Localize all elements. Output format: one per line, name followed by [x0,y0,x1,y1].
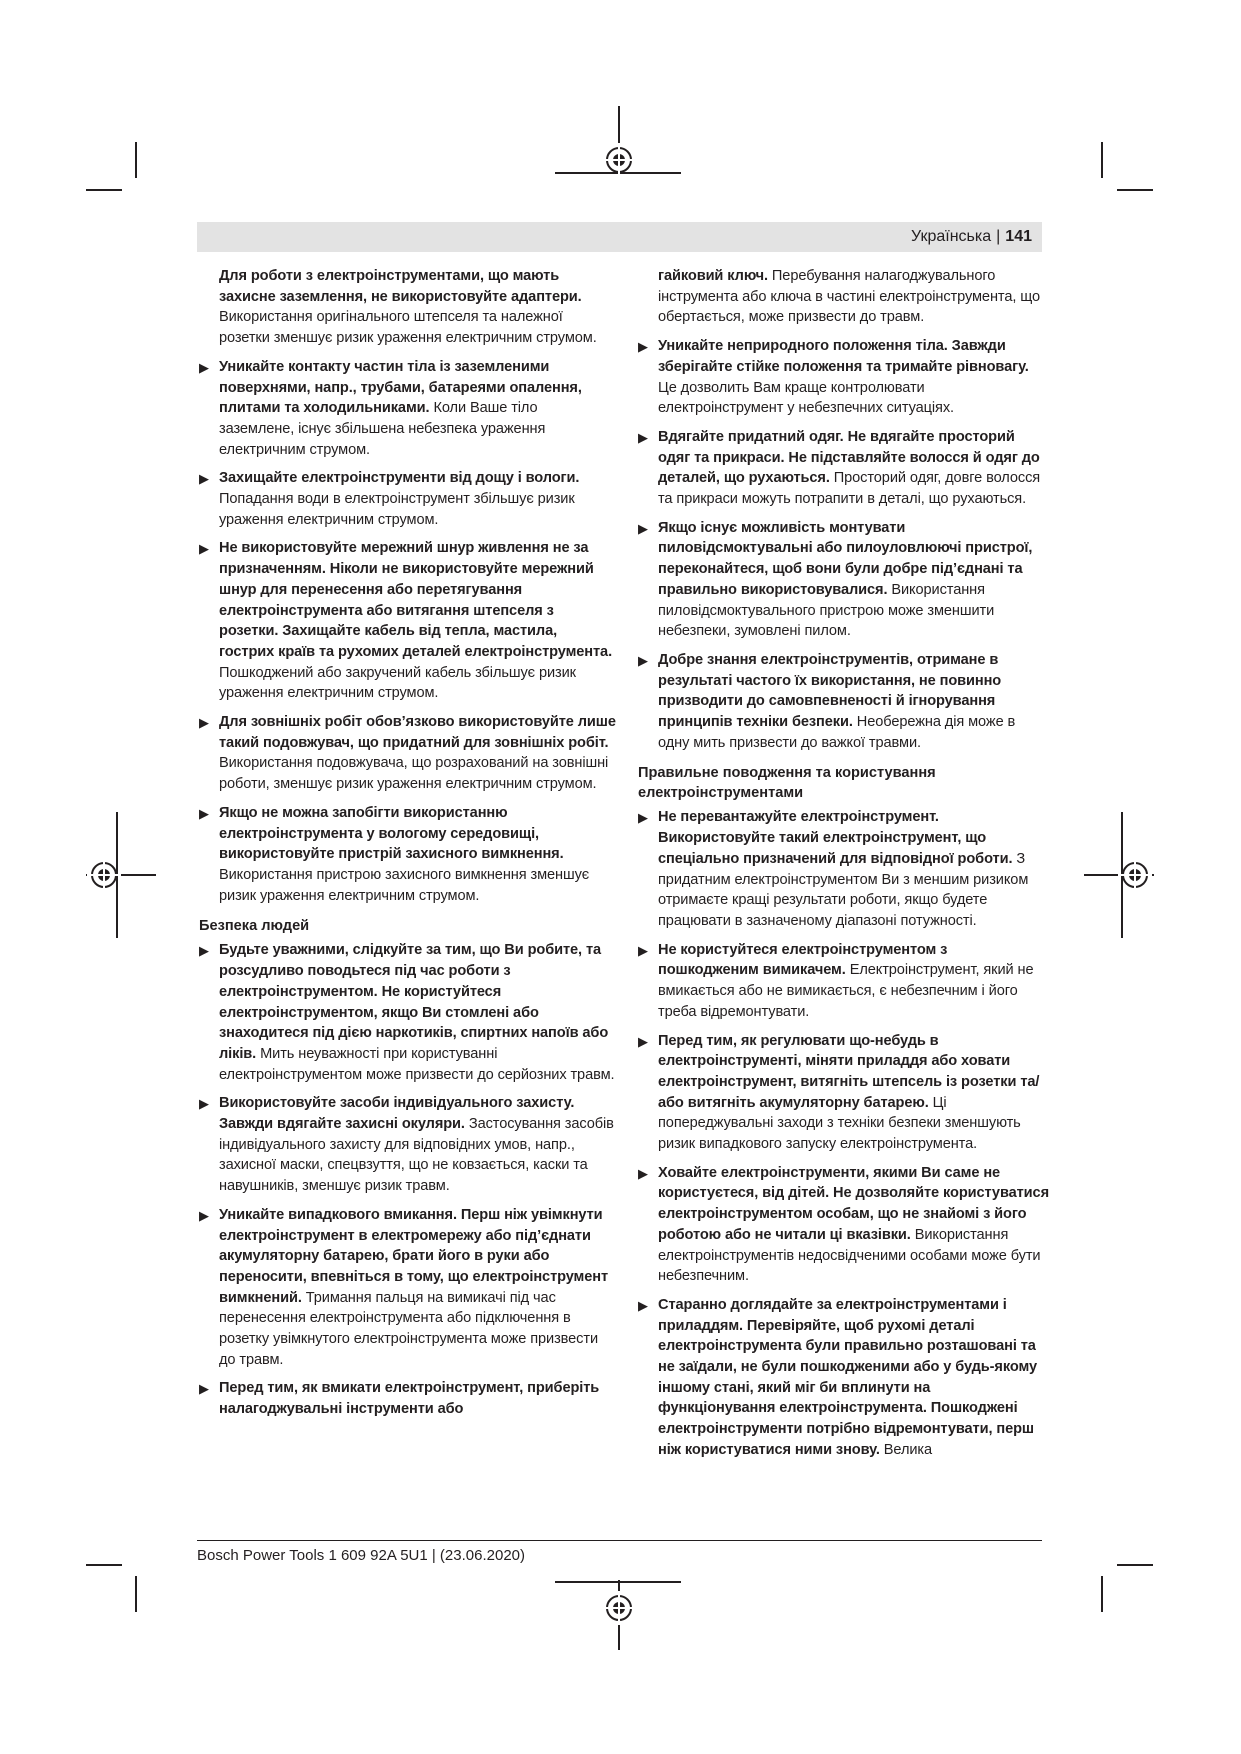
footer-text: Bosch Power Tools 1 609 92A 5U1 | (23.06.2020) [197,1547,526,1564]
intro-normal: Використання оригінального штепселя та належної розетки зменшує ризик ураження електричним струмом. [219,309,597,347]
bullet-normal-text: Мить неуважності при користуванні електроінструментом може призвести до серйозних травм. [219,1045,615,1083]
bullet-item [638,336,1050,419]
bullet-arrow-icon: ▶ [199,1207,209,1223]
bullet-arrow-icon: ▶ [638,520,648,536]
bullet-item [199,357,616,461]
bullet-bold-text: Вдягайте придатний одяг. Не вдягайте просторий одяг та прикраси. Не підставляйте волосся й одяг до деталей, що рухаються. [658,428,1040,487]
bullet-bold-text: Якщо існує можливість монтувати пиловідсмоктувальні або пилоуловлюючі пристрої, переконайтеся, щоб вони були добре під’єднані та правильно використовувалися. [658,519,1033,598]
bullet-bold-text: Ховайте електроінструменти, якими Ви саме не користуєтеся, від дітей. Не дозволяйте користуватися електроінструментом особам, що не знайомі з його роботою або не читали ці вказівки. [658,1164,1049,1243]
crop-mark [135,142,137,178]
bullet-bold-text: Для зовнішніх робіт обов’язково використовуйте лише такий подовжувач, що придатний для зовнішніх робіт. [219,714,616,751]
bullet-arrow-icon: ▶ [638,1165,648,1181]
header-text [911,227,1032,247]
left-bullet-list [199,357,616,907]
bullet-bold-text: Не користуйтеся електроінструментом з пошкодженим вимикачем. [658,941,948,979]
bullet-arrow-icon: ▶ [199,943,209,959]
registration-target-icon [91,862,117,888]
bullet-item [199,712,616,795]
bullet-arrow-icon: ▶ [638,1033,648,1049]
bullet-arrow-icon: ▶ [199,471,209,487]
bullet-normal-text: Використання пристрою захисного вимкнення зменшує ризик ураження електричним струмом. [219,866,590,904]
bullet-normal-text: Просторий одяг, довге волосся та прикраси можуть потрапити в деталі, що рухаються. [658,470,1041,508]
bullet-arrow-icon: ▶ [199,805,209,821]
bullet-bold-text: Якщо не можна запобігти використанню електроінструмента у вологому середовищі, використовуйте пристрій захисного вимкнення. [219,804,564,863]
bullet-normal-text: Використання подовжувача, що розрахований на зовнішні роботи, зменшує ризик ураження електричним струмом. [219,755,609,793]
tool-use-bullet-list [638,807,1050,1460]
bullet-item [199,468,616,530]
registration-target-icon [1122,862,1148,888]
bullet-item [638,427,1050,510]
personal-safety-bullet-list [199,940,616,1419]
bullet-normal-text: Тримання пальця на вимикачі під час перенесення електроінструмента або підключення в розетку увімкнутого електроінструмента може призвести до травм. [219,1289,599,1368]
crop-mark [1117,189,1153,191]
registration-target-icon [606,147,632,173]
right-column [638,266,1050,1469]
bullet-bold-text: Уникайте контакту частин тіла із заземленими поверхнями, напр., трубами, батареями опалення, плитами та холодильниками. [219,358,582,417]
bullet-item [199,940,616,1085]
bullet-item [638,1295,1050,1461]
bullet-bold-text: Не використовуйте мережний шнур живлення не за призначенням. Ніколи не використовуйте мережний шнур для перенесення або перетягування електроінструмента або витягання штепселя з розетки. Захищайте кабель від тепла, мастила, гострих країв та рухомих деталей електроінструмента. [219,540,613,660]
bullet-bold-text: Уникайте неприродного положення тіла. Завжди зберігайте стійке положення та тримайте рівновагу. [658,338,1029,375]
bullet-item [199,1378,616,1419]
bullet-normal-text: Використання електроінструментів недосвідченими особами може бути небезпечним. [658,1226,1041,1285]
bullet-normal-text: Попадання води в електроінструмент збільшує ризик ураження електричним струмом. [219,491,575,528]
bullet-normal-text: Застосування засобів індивідуального захисту для відповідних умов, напр., захисної маски, спецвзуття, що не ковзається, каски та навушників, зменшує ризик травм. [219,1116,614,1195]
bullet-item [199,1093,616,1197]
bullet-normal-text: Необережна дія може в одну мить призвести до важкої травми. [658,714,1016,751]
continuation-paragraph [638,266,1050,328]
crop-mark [1117,1564,1153,1566]
bullet-arrow-icon: ▶ [199,541,209,557]
bullet-normal-text: Використання пиловідсмоктувального пристрою може зменшити небезпеки, зумовлені пилом. [658,581,995,640]
section-heading-personal-safety: Безпека людей [199,918,310,935]
page-number: 141 [1005,228,1032,245]
bullet-item [638,1031,1050,1155]
bullet-bold-text: Будьте уважними, слідкуйте за тим, що Ви робите, та розсудливо поводьтеся під час роботи з електроінструментом. Не користуйтеся електроінструментом, якщо Ви стомлені або знаходитеся під дією наркотиків, спиртних напоїв або ліків. [219,942,609,1062]
bullet-arrow-icon: ▶ [199,1381,209,1397]
registration-target-icon [606,1595,632,1621]
bullet-normal-text: Коли Ваше тіло заземлене, існує збільшена небезпека ураження електричним струмом. [219,400,546,458]
bullet-normal-text: Ці попереджувальні заходи з техніки безпеки зменшують ризик випадкового запуску електроінструмента. [658,1094,1021,1153]
bullet-bold-text: Добре знання електроінструментів, отримане в результаті частого їх використання, не повинно призводити до самовпевненості й ігнорування принципів техніки безпеки. [658,651,1002,731]
bullet-item [638,807,1050,931]
crop-mark [86,189,122,191]
page-header [197,222,1042,252]
bullet-arrow-icon: ▶ [638,1297,648,1313]
bullet-arrow-icon: ▶ [638,652,648,668]
header-separator: | [996,228,1001,245]
bullet-normal-text: Пошкоджений або закручений кабель збільшує ризик ураження електричним струмом. [219,664,576,702]
bullet-bold-text: Уникайте випадкового вмикання. Перш ніж увімкнути електроінструмент в електромережу або під’єднати акумуляторну батарею, брати його в руки або переносити, впевніться в тому, що електроінструмент вимкнений. [219,1206,609,1306]
bullet-item [199,1205,616,1371]
header-language: Українська [911,228,992,245]
left-column [199,266,616,1428]
bullet-item [199,803,616,907]
bullet-arrow-icon: ▶ [199,715,209,731]
bullet-item [638,518,1050,642]
bullet-normal-text: Електроінструмент, який не вмикається або не вимикається, є небезпечним і його треба відремонтувати. [658,962,1034,1020]
bullet-arrow-icon: ▶ [638,810,648,826]
crop-mark [1101,142,1103,178]
bullet-arrow-icon: ▶ [199,1096,209,1112]
registration-line [555,1581,681,1583]
intro-bold: Для роботи з електроінструментами, що мають захисне заземлення, не використовуйте адаптери. [219,268,582,305]
right-bullet-list [638,336,1050,753]
bullet-arrow-icon: ▶ [638,339,648,355]
crop-mark [86,1564,122,1566]
bullet-item [638,1163,1050,1287]
footer-rule [197,1540,1042,1541]
section-heading-tool-use: Правильне поводження та користування електроінструментами [638,765,936,802]
bullet-normal-text: Це дозволить Вам краще контролювати електроінструмент у небезпечних ситуаціях. [658,379,954,417]
bullet-arrow-icon: ▶ [638,429,648,445]
bullet-bold-text: Перед тим, як регулювати що-небудь в електроінструменті, міняти приладдя або ховати електроінструмент, витягніть штепсель із розетки та/або витягніть акумуляторну батарею. [658,1032,1040,1111]
bullet-bold-text: Не перевантажуйте електроінструмент. Використовуйте такий електроінструмент, що спеціально призначений для відповідної роботи. [658,809,1013,867]
bullet-normal-text: З придатним електроінструментом Ви з меншим ризиком отримаєте кращі результати роботи, якщо будете працювати в зазначеному діапазоні потужності. [658,850,1029,929]
bullet-bold-text: Старанно доглядайте за електроінструментами і приладдям. Перевіряйте, щоб рухомі деталі електроінструмента були правильно розташовані та не заїдали, не були пошкодженими або у будь-якому іншому стані, який міг би вплинути на функціонування електроінструмента. Пошкоджені електроінструменти потрібно відремонтувати, перш ніж користуватися ними знову. [658,1296,1038,1458]
intro-paragraph [199,266,616,349]
continuation-bold: гайковий ключ. [658,268,768,284]
continuation-normal: Перебування налагоджувального інструмента або ключа в частині електроінструмента, що обертається, може призвести до травм. [658,268,1041,326]
bullet-item [638,650,1050,754]
bullet-arrow-icon: ▶ [638,942,648,958]
bullet-item [638,940,1050,1023]
bullet-arrow-icon: ▶ [199,359,209,375]
bullet-bold-text: Захищайте електроінструменти від дощу і вологи. [219,470,580,487]
bullet-bold-text: Перед тим, як вмикати електроінструмент, приберіть налагоджувальні інструменти або [219,1380,600,1418]
bullet-normal-text: Велика [883,1441,933,1458]
crop-mark [135,1576,137,1612]
bullet-bold-text: Використовуйте засоби індивідуального захисту. Завжди вдягайте захисні окуляри. [219,1095,575,1133]
bullet-item [199,538,616,704]
crop-mark [1101,1576,1103,1612]
